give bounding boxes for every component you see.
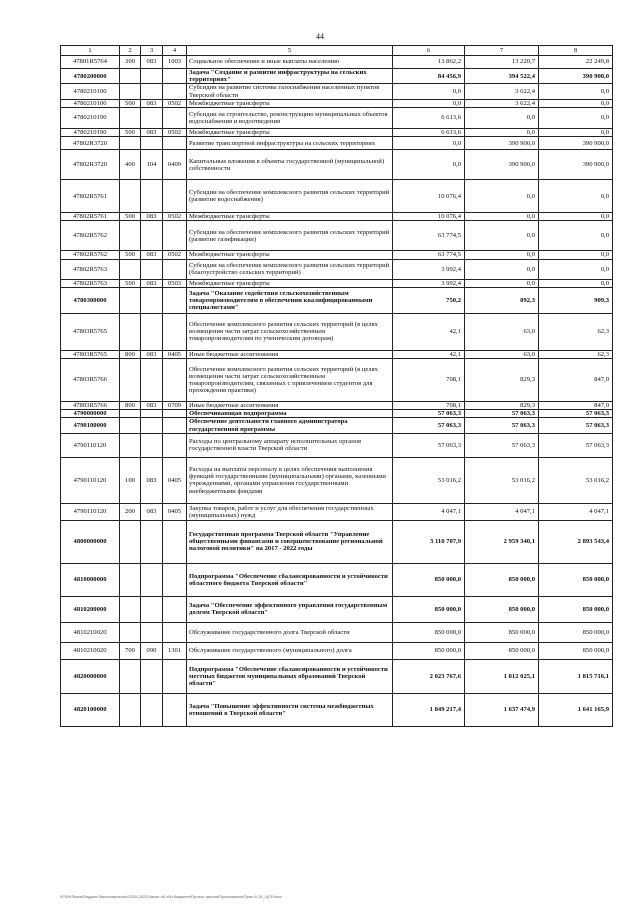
expense-type-cell	[120, 137, 141, 150]
table-header-row	[61, 46, 613, 56]
amount-2020-cell: 10 076,4	[393, 213, 465, 221]
amount-2020-cell: 6 613,6	[393, 129, 465, 137]
expense-type-cell	[120, 693, 141, 726]
item-name-cell: Межбюджетные трансферты	[187, 129, 393, 137]
amount-2022-cell: 57 063,3	[539, 418, 613, 433]
amount-2022-cell: 53 016,2	[539, 457, 613, 503]
item-name-cell: Подпрограмма "Обеспечение сбалансированности и устойчивости областного бюджета Тверской области"	[187, 563, 393, 596]
code-cell: 4780300000	[61, 287, 120, 313]
code-cell: 4820000000	[61, 659, 120, 693]
item-name-cell: Межбюджетные трансферты	[187, 213, 393, 221]
amount-2020-cell: 0,0	[393, 99, 465, 107]
amount-2020-cell: 63 774,5	[393, 221, 465, 251]
amount-2020-cell: 42,1	[393, 313, 465, 350]
code-cell: 4810210020	[61, 642, 120, 659]
code-cell: 4790110120	[61, 457, 120, 503]
expense-type-cell	[120, 418, 141, 433]
item-name-cell: Межбюджетные трансферты	[187, 251, 393, 259]
amount-2020-cell: 57 063,3	[393, 433, 465, 457]
table-row	[61, 359, 613, 402]
amount-2020-cell: 42,1	[393, 350, 465, 358]
table-row	[61, 418, 613, 433]
amount-2021-cell: 0,0	[465, 129, 539, 137]
table-row	[61, 129, 613, 137]
item-name-cell: Расходы на выплаты персоналу в целях обеспечения выполнения функций государственными (муниципальными) органами, казенными учреждениями, органами управления государственными внебюджетными фондами	[187, 457, 393, 503]
section-cell: 083	[141, 213, 163, 221]
expense-type-cell	[120, 259, 141, 279]
amount-2022-cell: 62,3	[539, 350, 613, 358]
amount-2021-cell: 13 220,7	[465, 56, 539, 69]
expense-type-cell	[120, 359, 141, 402]
item-name-cell: Обеспечение комплексного развития сельских территорий (в целях возмещения части затрат сельскохозяйственным товаропроизводителям, связанных с привлечением студентов для прохождения практики)	[187, 359, 393, 402]
amount-2022-cell: 57 063,3	[539, 410, 613, 418]
subsection-cell	[163, 137, 187, 150]
item-name-cell: Задача "Обеспечение эффективного управления государственным долгом Тверской области"	[187, 596, 393, 622]
item-name-cell: Обеспечение комплексного развития сельских территорий (в целях возмещения части затрат сельскохозяйственным товаропроизводителям по ученическим договорам)	[187, 313, 393, 350]
amount-2020-cell: 850 000,0	[393, 563, 465, 596]
amount-2020-cell: 63 774,5	[393, 251, 465, 259]
subsection-cell	[163, 359, 187, 402]
code-cell: 47802R5763	[61, 259, 120, 279]
amount-2021-cell: 829,3	[465, 359, 539, 402]
subsection-cell	[163, 520, 187, 563]
budget-table	[60, 45, 613, 727]
table-row	[61, 693, 613, 726]
section-cell: 083	[141, 99, 163, 107]
subsection-cell: 0405	[163, 503, 187, 520]
item-name-cell: Задача "Оказание содействия сельскохозяйственным товаропроизводителям в обеспечении квалифицированными специалистами"	[187, 287, 393, 313]
amount-2020-cell: 13 862,2	[393, 56, 465, 69]
section-cell	[141, 622, 163, 642]
code-cell: 47802R5762	[61, 251, 120, 259]
item-name-cell: Задача "Повышение эффективности системы межбюджетных отношений в Тверской области"	[187, 693, 393, 726]
table-row	[61, 221, 613, 251]
amount-2022-cell: 4 047,1	[539, 503, 613, 520]
section-cell	[141, 69, 163, 84]
subsection-cell	[163, 221, 187, 251]
table-row	[61, 279, 613, 287]
amount-2020-cell: 0,0	[393, 84, 465, 99]
amount-2020-cell: 10 076,4	[393, 180, 465, 213]
amount-2021-cell: 850 000,0	[465, 596, 539, 622]
table-row	[61, 410, 613, 418]
amount-2021-cell: 0,0	[465, 180, 539, 213]
table-row	[61, 433, 613, 457]
item-name-cell: Социальное обеспечение и иные выплаты населению	[187, 56, 393, 69]
amount-2021-cell: 0,0	[465, 279, 539, 287]
amount-2020-cell: 53 016,2	[393, 457, 465, 503]
header-cell: 2	[120, 46, 141, 56]
amount-2021-cell: 390 900,0	[465, 150, 539, 180]
amount-2021-cell: 892,3	[465, 287, 539, 313]
section-cell: 083	[141, 402, 163, 410]
amount-2021-cell: 1 812 025,1	[465, 659, 539, 693]
amount-2021-cell: 57 063,3	[465, 433, 539, 457]
code-cell: 4810200000	[61, 596, 120, 622]
header-cell: 7	[465, 46, 539, 56]
code-cell: 4790100000	[61, 418, 120, 433]
code-cell: 4790000000	[61, 410, 120, 418]
section-cell	[141, 108, 163, 129]
amount-2022-cell: 62,3	[539, 313, 613, 350]
item-name-cell: Задача "Создание и развитие инфраструктуры на сельских территориях"	[187, 69, 393, 84]
code-cell: 47803R5765	[61, 313, 120, 350]
section-cell: 083	[141, 350, 163, 358]
table-row	[61, 622, 613, 642]
amount-2020-cell: 84 456,9	[393, 69, 465, 84]
amount-2020-cell: 850 000,0	[393, 596, 465, 622]
subsection-cell: 0502	[163, 99, 187, 107]
code-cell: 47802R5762	[61, 221, 120, 251]
code-cell: 47803R5766	[61, 359, 120, 402]
code-cell: 4780210100	[61, 99, 120, 107]
amount-2022-cell: 0,0	[539, 279, 613, 287]
subsection-cell	[163, 418, 187, 433]
item-name-cell: Капитальные вложения в объекты государственной (муниципальной) собственности	[187, 150, 393, 180]
section-cell	[141, 418, 163, 433]
table-row	[61, 99, 613, 107]
item-name-cell: Субсидии на строительство, реконструкцию муниципальных объектов водоснабжения и водоотведения	[187, 108, 393, 129]
expense-type-cell: 500	[120, 279, 141, 287]
amount-2020-cell: 0,0	[393, 137, 465, 150]
subsection-cell	[163, 313, 187, 350]
amount-2021-cell: 2 959 340,1	[465, 520, 539, 563]
expense-type-cell	[120, 563, 141, 596]
amount-2021-cell: 63,0	[465, 350, 539, 358]
table-row	[61, 642, 613, 659]
amount-2021-cell: 829,3	[465, 402, 539, 410]
amount-2022-cell: 850 000,0	[539, 642, 613, 659]
amount-2020-cell: 3 992,4	[393, 259, 465, 279]
amount-2020-cell: 1 849 217,4	[393, 693, 465, 726]
code-cell: 47803R5765	[61, 350, 120, 358]
amount-2021-cell: 0,0	[465, 259, 539, 279]
subsection-cell: 0502	[163, 129, 187, 137]
amount-2022-cell: 390 900,0	[539, 137, 613, 150]
section-cell	[141, 259, 163, 279]
table-row	[61, 108, 613, 129]
amount-2021-cell: 0,0	[465, 221, 539, 251]
amount-2022-cell: 1 815 716,1	[539, 659, 613, 693]
subsection-cell: 0405	[163, 350, 187, 358]
section-cell	[141, 693, 163, 726]
header-cell: 5	[187, 46, 393, 56]
table-row	[61, 520, 613, 563]
amount-2020-cell: 708,1	[393, 359, 465, 402]
expense-type-cell	[120, 433, 141, 457]
table-row	[61, 457, 613, 503]
amount-2022-cell: 0,0	[539, 108, 613, 129]
section-cell: 083	[141, 251, 163, 259]
table-row	[61, 596, 613, 622]
code-cell: 4800000000	[61, 520, 120, 563]
amount-2021-cell: 57 063,3	[465, 410, 539, 418]
amount-2020-cell: 2 023 767,6	[393, 659, 465, 693]
code-cell: 4780210100	[61, 84, 120, 99]
item-name-cell: Субсидии на обеспечение комплексного развития сельских территорий (развитие газификации)	[187, 221, 393, 251]
amount-2022-cell: 390 900,0	[539, 69, 613, 84]
subsection-cell: 0502	[163, 251, 187, 259]
expense-type-cell: 400	[120, 150, 141, 180]
amount-2022-cell: 0,0	[539, 221, 613, 251]
table-row	[61, 287, 613, 313]
section-cell	[141, 287, 163, 313]
section-cell	[141, 313, 163, 350]
code-cell: 4790110120	[61, 503, 120, 520]
item-name-cell: Межбюджетные трансферты	[187, 99, 393, 107]
code-cell: 47803R5766	[61, 402, 120, 410]
amount-2021-cell: 850 000,0	[465, 622, 539, 642]
table-row	[61, 563, 613, 596]
amount-2020-cell: 850 000,0	[393, 642, 465, 659]
table-row	[61, 180, 613, 213]
amount-2021-cell: 390 900,0	[465, 137, 539, 150]
amount-2022-cell: 0,0	[539, 99, 613, 107]
header-cell: 1	[61, 46, 120, 56]
amount-2021-cell: 0,0	[465, 108, 539, 129]
code-cell: 4780210190	[61, 108, 120, 129]
amount-2022-cell: 390 900,0	[539, 150, 613, 180]
amount-2022-cell: 909,3	[539, 287, 613, 313]
subsection-cell: 1003	[163, 56, 187, 69]
amount-2021-cell: 53 016,2	[465, 457, 539, 503]
table-row	[61, 659, 613, 693]
code-cell: 4810000000	[61, 563, 120, 596]
section-cell: 083	[141, 503, 163, 520]
subsection-cell	[163, 563, 187, 596]
amount-2022-cell: 1 641 165,9	[539, 693, 613, 726]
amount-2022-cell: 57 063,3	[539, 433, 613, 457]
section-cell: 090	[141, 642, 163, 659]
section-cell: 083	[141, 56, 163, 69]
table-row	[61, 259, 613, 279]
amount-2021-cell: 3 622,4	[465, 84, 539, 99]
amount-2020-cell: 3 992,4	[393, 279, 465, 287]
subsection-cell	[163, 596, 187, 622]
document-path-footer: \\FSH\Share\Бюджет\Законопроекты\2020-2022\Закон об обл бюджете\Проект закона\Приложения\Прил 8-15_ЦСР.docx	[60, 894, 283, 899]
item-name-cell: Иные бюджетные ассигнования	[187, 402, 393, 410]
section-cell	[141, 433, 163, 457]
section-cell	[141, 520, 163, 563]
subsection-cell	[163, 410, 187, 418]
code-cell: 4790110120	[61, 433, 120, 457]
amount-2021-cell: 57 063,3	[465, 418, 539, 433]
expense-type-cell	[120, 287, 141, 313]
item-name-cell: Государственная программа Тверской области "Управление общественными финансами и совершенствование региональной налоговой политики" на 2017 - 2022 годы	[187, 520, 393, 563]
section-cell	[141, 659, 163, 693]
amount-2020-cell: 6 613,6	[393, 108, 465, 129]
item-name-cell: Подпрограмма "Обеспечение сбалансированности и устойчивости местных бюджетов муниципальных образований Тверской области"	[187, 659, 393, 693]
subsection-cell	[163, 259, 187, 279]
subsection-cell: 0502	[163, 213, 187, 221]
amount-2022-cell: 0,0	[539, 251, 613, 259]
amount-2020-cell: 750,2	[393, 287, 465, 313]
item-name-cell: Межбюджетные трансферты	[187, 279, 393, 287]
amount-2021-cell: 394 522,4	[465, 69, 539, 84]
expense-type-cell	[120, 84, 141, 99]
item-name-cell: Обслуживание государственного (муниципального) долга	[187, 642, 393, 659]
subsection-cell: 0503	[163, 279, 187, 287]
subsection-cell	[163, 622, 187, 642]
subsection-cell	[163, 69, 187, 84]
amount-2021-cell: 0,0	[465, 251, 539, 259]
amount-2020-cell: 57 063,3	[393, 410, 465, 418]
amount-2022-cell: 847,0	[539, 402, 613, 410]
section-cell	[141, 221, 163, 251]
amount-2021-cell: 4 047,1	[465, 503, 539, 520]
section-cell: 104	[141, 150, 163, 180]
table-row	[61, 137, 613, 150]
header-cell: 8	[539, 46, 613, 56]
subsection-cell	[163, 693, 187, 726]
expense-type-cell	[120, 313, 141, 350]
code-cell: 4780200000	[61, 69, 120, 84]
item-name-cell: Субсидии на развитие системы газоснабжения населенных пунктов Тверской области	[187, 84, 393, 99]
code-cell: 4810210020	[61, 622, 120, 642]
section-cell: 083	[141, 129, 163, 137]
section-cell	[141, 84, 163, 99]
table-row	[61, 251, 613, 259]
section-cell	[141, 180, 163, 213]
header-cell: 6	[393, 46, 465, 56]
section-cell	[141, 563, 163, 596]
expense-type-cell: 500	[120, 129, 141, 137]
expense-type-cell	[120, 221, 141, 251]
amount-2021-cell: 3 622,4	[465, 99, 539, 107]
code-cell: 47802R3720	[61, 137, 120, 150]
subsection-cell: 0409	[163, 150, 187, 180]
code-cell: 47802R3720	[61, 150, 120, 180]
section-cell	[141, 359, 163, 402]
subsection-cell	[163, 287, 187, 313]
amount-2021-cell: 850 000,0	[465, 563, 539, 596]
amount-2022-cell: 0,0	[539, 180, 613, 213]
expense-type-cell: 800	[120, 350, 141, 358]
subsection-cell	[163, 84, 187, 99]
item-name-cell: Развитие транспортной инфраструктуры на сельских территориях	[187, 137, 393, 150]
amount-2021-cell: 1 637 474,9	[465, 693, 539, 726]
expense-type-cell: 500	[120, 213, 141, 221]
amount-2022-cell: 0,0	[539, 259, 613, 279]
expense-type-cell: 500	[120, 99, 141, 107]
expense-type-cell	[120, 659, 141, 693]
code-cell: 4780210190	[61, 129, 120, 137]
header-cell: 4	[163, 46, 187, 56]
expense-type-cell: 700	[120, 642, 141, 659]
amount-2020-cell: 708,1	[393, 402, 465, 410]
section-cell	[141, 410, 163, 418]
expense-type-cell: 200	[120, 503, 141, 520]
item-name-cell: Обеспечивающая подпрограмма	[187, 410, 393, 418]
amount-2020-cell: 0,0	[393, 150, 465, 180]
item-name-cell: Обслуживание государственного долга Тверской области	[187, 622, 393, 642]
subsection-cell: 1301	[163, 642, 187, 659]
expense-type-cell: 500	[120, 251, 141, 259]
item-name-cell: Обеспечение деятельности главного администратора государственной программы	[187, 418, 393, 433]
table-row	[61, 350, 613, 358]
amount-2021-cell: 0,0	[465, 213, 539, 221]
expense-type-cell: 100	[120, 457, 141, 503]
amount-2022-cell: 0,0	[539, 213, 613, 221]
item-name-cell: Закупка товаров, работ и услуг для обеспечения государственных (муниципальных) нужд	[187, 503, 393, 520]
expense-type-cell: 800	[120, 402, 141, 410]
code-cell: 47802R5761	[61, 180, 120, 213]
section-cell	[141, 137, 163, 150]
subsection-cell: 0709	[163, 402, 187, 410]
expense-type-cell	[120, 69, 141, 84]
subsection-cell: 0405	[163, 457, 187, 503]
amount-2022-cell: 850 000,0	[539, 596, 613, 622]
amount-2022-cell: 2 893 543,4	[539, 520, 613, 563]
code-cell: 47802R5763	[61, 279, 120, 287]
amount-2020-cell: 57 063,3	[393, 418, 465, 433]
subsection-cell	[163, 108, 187, 129]
expense-type-cell	[120, 596, 141, 622]
amount-2022-cell: 0,0	[539, 129, 613, 137]
subsection-cell	[163, 433, 187, 457]
amount-2022-cell: 847,0	[539, 359, 613, 402]
amount-2020-cell: 850 000,0	[393, 622, 465, 642]
section-cell: 083	[141, 279, 163, 287]
code-cell: 47801R5764	[61, 56, 120, 69]
section-cell: 083	[141, 457, 163, 503]
code-cell: 4820100000	[61, 693, 120, 726]
item-name-cell: Иные бюджетные ассигнования	[187, 350, 393, 358]
expense-type-cell	[120, 520, 141, 563]
amount-2020-cell: 3 110 707,9	[393, 520, 465, 563]
table-row	[61, 503, 613, 520]
amount-2022-cell: 0,0	[539, 84, 613, 99]
amount-2021-cell: 63,0	[465, 313, 539, 350]
table-row	[61, 402, 613, 410]
subsection-cell	[163, 659, 187, 693]
table-row	[61, 313, 613, 350]
table-row	[61, 84, 613, 99]
expense-type-cell	[120, 410, 141, 418]
table-row	[61, 56, 613, 69]
expense-type-cell	[120, 108, 141, 129]
table-row	[61, 69, 613, 84]
subsection-cell	[163, 180, 187, 213]
header-cell: 3	[141, 46, 163, 56]
section-cell	[141, 596, 163, 622]
amount-2022-cell: 850 000,0	[539, 622, 613, 642]
expense-type-cell	[120, 622, 141, 642]
amount-2020-cell: 4 047,1	[393, 503, 465, 520]
item-name-cell: Расходы по центральному аппарату исполнительных органов государственной власти Тверской области	[187, 433, 393, 457]
item-name-cell: Субсидии на обеспечение комплексного развития сельских территорий (развитие водоснабжения)	[187, 180, 393, 213]
item-name-cell: Субсидии на обеспечение комплексного развития сельских территорий (благоустройство сельских территорий)	[187, 259, 393, 279]
amount-2022-cell: 850 000,0	[539, 563, 613, 596]
page-number: 44	[316, 32, 324, 41]
amount-2021-cell: 850 000,0	[465, 642, 539, 659]
expense-type-cell: 300	[120, 56, 141, 69]
code-cell: 47802R5761	[61, 213, 120, 221]
amount-2022-cell: 22 249,8	[539, 56, 613, 69]
table-row	[61, 150, 613, 180]
table-row	[61, 213, 613, 221]
expense-type-cell	[120, 180, 141, 213]
